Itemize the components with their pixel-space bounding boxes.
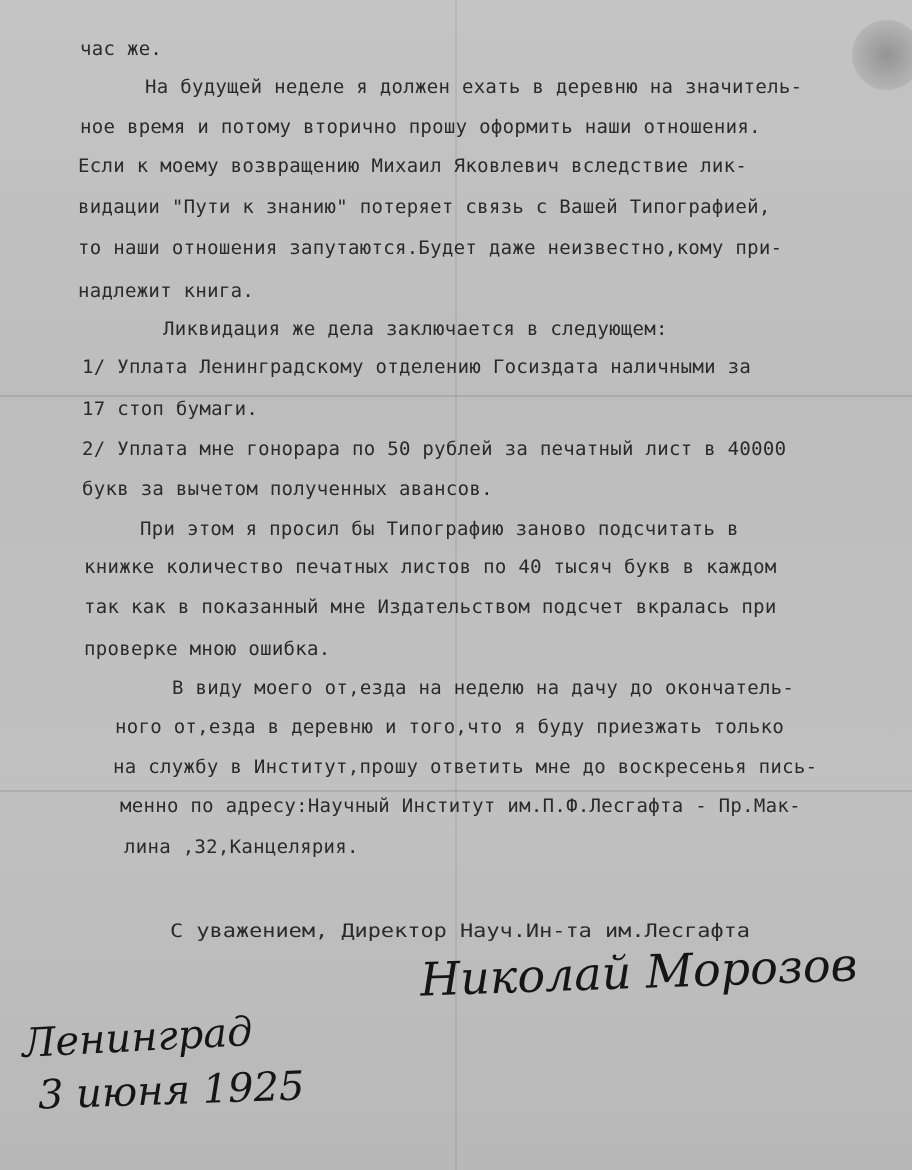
letter-line: так как в показанный мне Издательством подсчет вкралась при: [84, 596, 777, 618]
letter-line: Если к моему возвращению Михаил Яковлевич вследствие лик-: [78, 155, 748, 177]
letter-line: видации "Пути к знанию" потеряет связь с Вашей Типографией,: [78, 196, 771, 218]
handwritten-date: 3 июня 1925: [37, 1063, 306, 1119]
letter-line: В виду моего от,езда на неделю на дачу до окончатель-: [172, 677, 795, 699]
letter-line: Ликвидация же дела заключается в следующем:: [163, 318, 668, 340]
letter-line: книжке количество печатных листов по 40 тысяч букв в каждом: [84, 556, 777, 578]
letter-line: При этом я просил бы Типографию заново подсчитать в: [140, 518, 739, 540]
letter-line: на службу в Институт,прошу ответить мне до воскресенья пись-: [113, 756, 818, 778]
letter-line: менно по адресу:Научный Институт им.П.Ф.Лесгафта - Пр.Мак-: [120, 795, 801, 817]
letter-line: надлежит книга.: [78, 280, 255, 302]
letter-line: букв за вычетом полученных авансов.: [82, 478, 493, 500]
letter-line: лина ,32,Канцелярия.: [124, 836, 359, 858]
letter-line: 17 стоп бумаги.: [82, 398, 259, 420]
handwritten-city: Ленинград: [20, 1008, 254, 1068]
letter-line: проверке мною ошибка.: [84, 638, 331, 660]
letter-line: На будущей неделе я должен ехать в деревню на значитель-: [145, 76, 803, 98]
letter-line: то наши отношения запутаются.Будет даже неизвестно,кому при-: [78, 237, 783, 259]
letter-line: ного от,езда в деревню и того,что я буду приезжать только: [115, 716, 785, 738]
letter-line: 2/ Уплата мне гонорара по 50 рублей за печатный лист в 40000: [82, 438, 787, 460]
letter-line: ное время и потому вторично прошу оформить наши отношения.: [80, 116, 761, 138]
closing-line: [170, 915, 770, 945]
letter-line: час же.: [80, 38, 163, 60]
ink-smudge: [852, 20, 912, 90]
letter-line: 1/ Уплата Ленинградскому отделению Госиздата наличными за: [82, 356, 752, 378]
closing-text: С уважением, Директор Науч.Ин-та им.Лесгафта: [170, 920, 750, 942]
signature: Николай Морозов: [419, 937, 859, 1007]
